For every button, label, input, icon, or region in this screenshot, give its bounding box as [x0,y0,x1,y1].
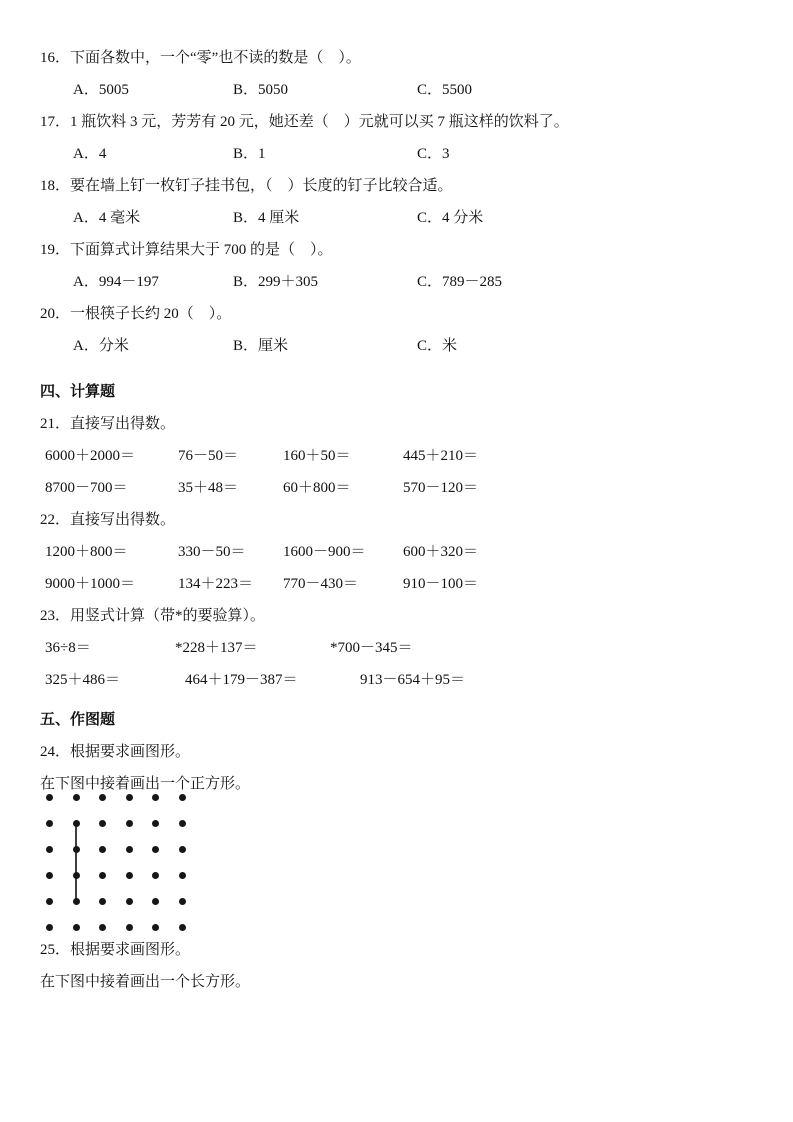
grid-dot [152,924,159,931]
expression: 445＋210＝ [403,448,479,464]
question-19-stem [40,234,753,266]
grid-dot [152,846,159,853]
grid-dot [126,924,133,931]
expression: 600＋320＝ [403,544,479,560]
grid-dot [73,794,80,801]
question-19-option-a: A．994－197 [73,274,159,290]
expression: 1600－900＝ [283,544,366,560]
question-23-label: 23．用竖式计算（带*的要验算）。 [40,608,266,624]
grid-dot [152,898,159,905]
question-20-text: 一根筷子长约 20（ ）。 [70,306,232,322]
question-20-stem [40,298,753,330]
grid-dot [99,872,106,879]
question-19-text: 下面算式计算结果大于 700 的是（ ）。 [70,242,333,258]
grid-dot [152,872,159,879]
question-19-number: 19． [40,242,71,258]
grid-dot [99,924,106,931]
question-17-option-b: B．1 [233,146,266,162]
grid-dot [73,820,80,827]
expression: 770－430＝ [283,576,359,592]
expression: 9000＋1000＝ [45,576,136,592]
grid-dot [126,820,133,827]
question-17-text: 1 瓶饮料 3 元，芳芳有 20 元，她还差（ ）元就可以买 7 瓶这样的饮料了。 [70,114,569,130]
question-25-label: 25．根据要求画图形。 [40,942,191,958]
question-22-label: 22．直接写出得数。 [40,512,176,528]
question-21-row-2 [40,472,753,504]
question-17-option-c: C．3 [417,146,450,162]
question-17-stem [40,106,753,138]
expression: 76－50＝ [178,448,239,464]
grid-dot [73,872,80,879]
grid-dot [152,794,159,801]
expression: 6000＋2000＝ [45,448,136,464]
grid-dot [73,898,80,905]
grid-dot [179,846,186,853]
grid-dot [126,872,133,879]
question-16-text: 下面各数中，一个“零”也不读的数是（ ）。 [70,50,361,66]
question-19-options [40,266,753,298]
expression: 330－50＝ [178,544,246,560]
expression: 325＋486＝ [45,672,121,688]
grid-dot [179,820,186,827]
grid-dot [179,794,186,801]
question-24-label: 24．根据要求画图形。 [40,744,191,760]
question-19-option-c: C．789－285 [417,274,503,290]
dot-grid[interactable] [46,794,216,934]
question-22-row-1 [40,536,753,568]
expression: 35＋48＝ [178,480,239,496]
question-23-row-1 [40,632,753,664]
question-23-row-2 [40,664,753,696]
question-20-number: 20． [40,306,71,322]
question-19-option-b: B．299＋305 [233,274,319,290]
grid-dot [46,820,53,827]
question-20-option-b: B．厘米 [233,338,289,354]
question-18-text: 要在墙上钉一枚钉子挂书包，（ ）长度的钉子比较合适。 [70,178,453,194]
grid-dot [46,846,53,853]
question-16-options [40,74,753,106]
expression: 134＋223＝ [178,576,254,592]
question-16-number: 16． [40,50,71,66]
grid-dot [46,924,53,931]
grid-dot [99,820,106,827]
question-21-label: 21．直接写出得数。 [40,416,176,432]
question-16-option-c: C．5500 [417,82,473,98]
question-21-row-1 [40,440,753,472]
grid-dot [126,794,133,801]
expression: 36÷8＝ [45,640,91,656]
question-18-stem [40,170,753,202]
grid-dot [179,872,186,879]
question-18-option-b: B．4 厘米 [233,210,300,226]
question-18-option-c: C．4 分米 [417,210,484,226]
question-18-options [40,202,753,234]
expression: 913－654＋95＝ [360,672,466,688]
grid-dot [152,820,159,827]
section-heading-drawing: 五、作图题 [40,711,116,728]
grid-dot [46,898,53,905]
expression: *228＋137＝ [175,640,258,656]
question-16-option-a: A．5005 [73,82,129,98]
grid-dot [46,872,53,879]
grid-dot [99,846,106,853]
expression: 570－120＝ [403,480,479,496]
grid-dot [73,846,80,853]
question-20-option-c: C．米 [417,338,458,354]
expression: 8700－700＝ [45,480,128,496]
question-24-instruction: 在下图中接着画出一个正方形。 [40,776,251,792]
grid-dot [179,924,186,931]
question-20-option-a: A．分米 [73,338,129,354]
grid-dot [126,898,133,905]
grid-dot [179,898,186,905]
grid-dot [99,794,106,801]
question-20-options [40,330,753,362]
question-16-stem [40,42,753,74]
question-17-options [40,138,753,170]
question-18-option-a: A．4 毫米 [73,210,141,226]
expression: 910－100＝ [403,576,479,592]
grid-dot [99,898,106,905]
question-25-instruction: 在下图中接着画出一个长方形。 [40,974,251,990]
question-22-row-2 [40,568,753,600]
expression: 464＋179－387＝ [185,672,298,688]
question-18-number: 18． [40,178,71,194]
expression: 1200＋800＝ [45,544,128,560]
grid-dot [46,794,53,801]
expression: 60＋800＝ [283,480,351,496]
question-17-number: 17． [40,114,71,130]
drawn-line-segment [75,824,77,902]
expression: *700－345＝ [330,640,413,656]
grid-dot [126,846,133,853]
expression: 160＋50＝ [283,448,351,464]
grid-dot [73,924,80,931]
question-16-option-b: B．5050 [233,82,289,98]
question-17-option-a: A．4 [73,146,107,162]
section-heading-calculation: 四、计算题 [40,383,116,400]
